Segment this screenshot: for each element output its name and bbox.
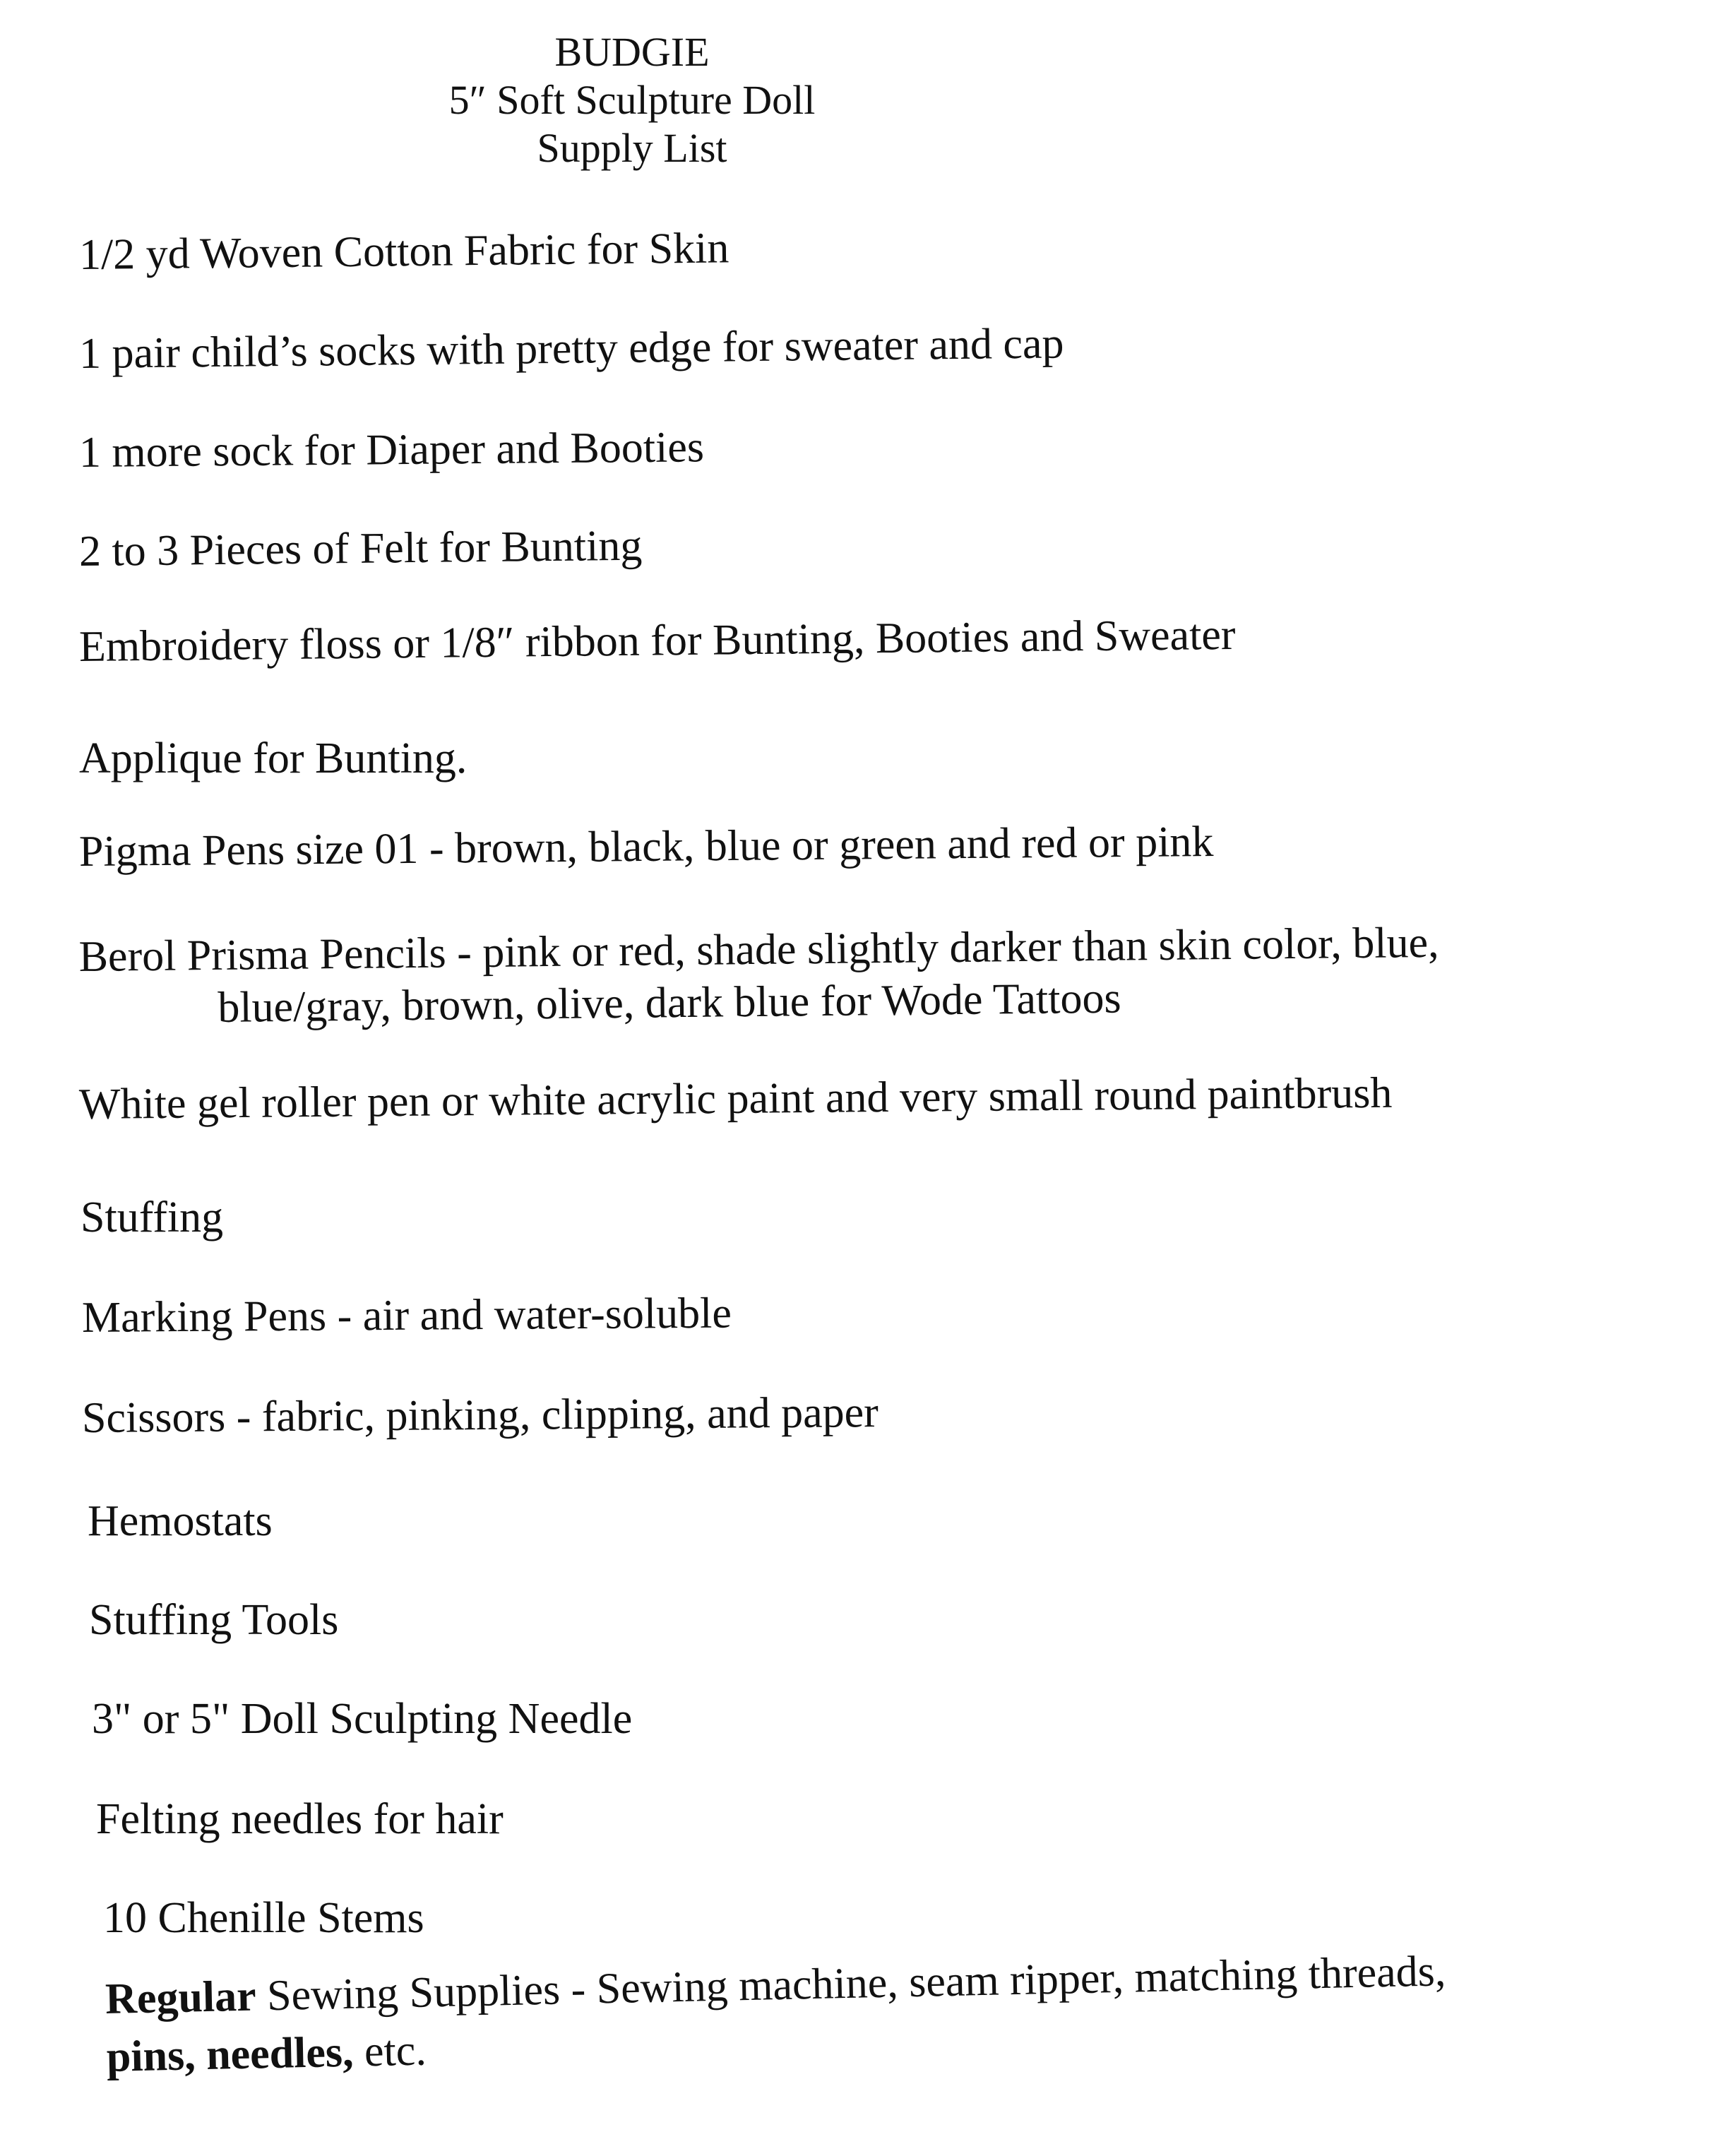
supply-item-sculpting-needle: 3" or 5" Doll Sculpting Needle [92, 1695, 633, 1743]
supply-item-text: Berol Prisma Pencils - pink or red, shade slightly darker than skin color, blue, [78, 918, 1439, 982]
supply-item-felting-needles: Felting needles for hair [96, 1795, 504, 1843]
supply-item-extra-sock: 1 more sock for Diaper and Booties [78, 423, 705, 477]
supply-item-applique: Applique for Bunting. [79, 734, 468, 782]
supply-item-felt: 2 to 3 Pieces of Felt for Bunting [78, 521, 643, 576]
supply-item-fabric: 1/2 yd Woven Cotton Fabric for Skin [78, 224, 730, 279]
supply-item-pigma-pens: Pigma Pens size 01 - brown, black, blue or green and red or pink [78, 817, 1214, 876]
doll-name-title: BUDGIE [554, 29, 710, 75]
supply-item-hemostats: Hemostats [88, 1497, 273, 1545]
supply-item-white-pen: White gel roller pen or white acrylic paint and very small round paintbrush [78, 1068, 1393, 1128]
doll-description: 5″ Soft Sculpture Doll [448, 77, 816, 123]
supply-item-socks: 1 pair child’s socks with pretty edge for sweater and cap [78, 319, 1064, 378]
supply-item-continuation: blue/gray, brown, olive, dark blue for Wode Tattoos [218, 974, 1121, 1032]
supply-item-stuffing: Stuffing [81, 1193, 224, 1241]
supply-item-sewing-supplies [105, 1942, 1447, 2086]
supply-item-continuation-bold: pins, needles, [106, 2027, 355, 2081]
document-header [0, 28, 1264, 172]
supply-item-continuation: etc. [352, 2026, 427, 2076]
supply-item-chenille-stems: 10 Chenille Stems [103, 1894, 424, 1942]
supply-item-scissors: Scissors - fabric, pinking, clipping, and paper [81, 1388, 879, 1442]
supply-item-marking-pens: Marking Pens - air and water-soluble [81, 1289, 732, 1342]
supply-item-bold-lead: Regular [105, 1972, 257, 2024]
supply-item-prisma-pencils [78, 917, 1439, 1035]
supply-item-floss-ribbon: Embroidery floss or 1/8″ ribbon for Bunting, Booties and Sweater [78, 610, 1236, 671]
supply-item-text: Sewing Supplies - Sewing machine, seam ripper, matching threads, [255, 1947, 1446, 2020]
list-title: Supply List [537, 125, 727, 171]
supply-item-stuffing-tools: Stuffing Tools [89, 1596, 339, 1644]
